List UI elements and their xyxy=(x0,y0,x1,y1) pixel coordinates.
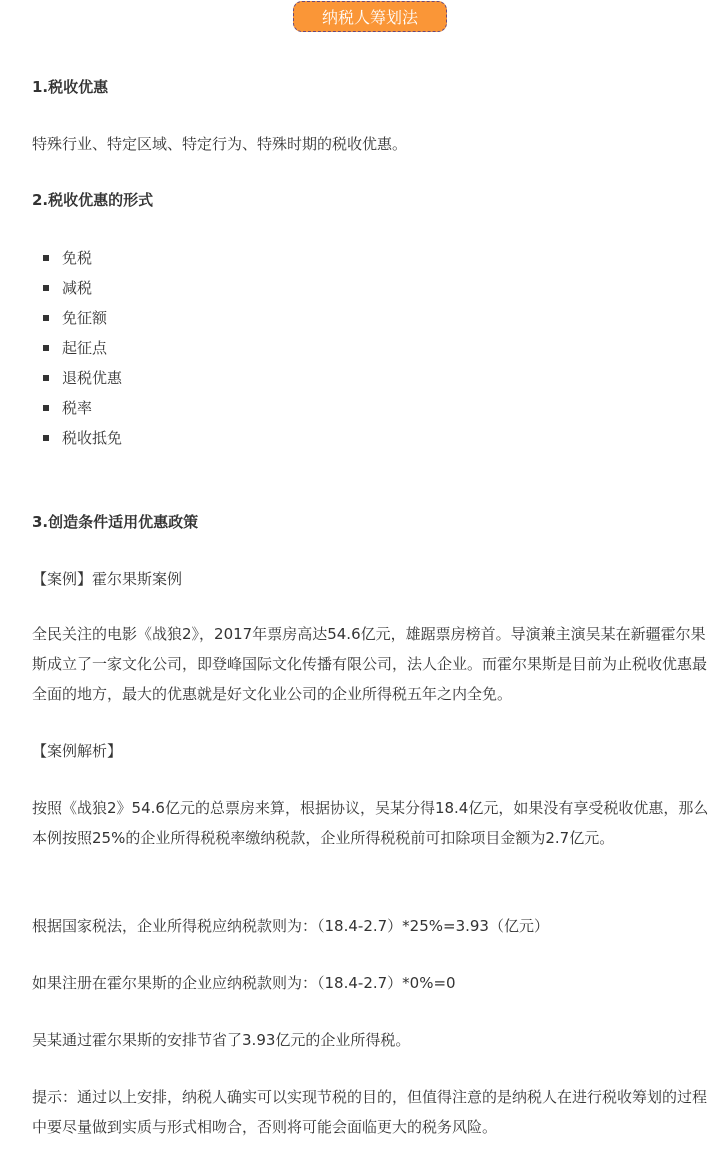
calc-national: 根据国家税法，企业所得税应纳税款则为：（18.4-2.7）*25%=3.93（亿元） xyxy=(32,917,549,935)
list-item: 税收抵免 xyxy=(32,423,710,453)
tip-text: 提示：通过以上安排，纳税人确实可以实现节税的目的，但值得注意的是纳税人在进行税收筹划的过程中要尽量做到实质与形式相吻合，否则将可能会面临更大的税务风险。 xyxy=(32,1088,708,1136)
list-item: 退税优惠 xyxy=(32,363,710,393)
case-label: 【案例】霍尔果斯案例 xyxy=(32,570,183,588)
section-heading-1: 1.税收优惠 xyxy=(32,78,109,96)
list-item: 税率 xyxy=(32,393,710,423)
section-heading-2: 2.税收优惠的形式 xyxy=(32,191,154,209)
case-text: 全民关注的电影《战狼2》，2017年票房高达54.6亿元，雄踞票房榜首。导演兼主演吴某在新疆霍尔果斯成立了一家文化公司，即登峰国际文化传播有限公司，法人企业。而霍尔果斯是目前为止税收优惠最全面的地方，最大的优惠就是好文化业公司的企业所得税五年之内全免。 xyxy=(32,625,708,703)
calc-khorgos: 如果注册在霍尔果斯的企业应纳税款则为：（18.4-2.7）*0%=0 xyxy=(32,974,456,992)
list-item: 免征额 xyxy=(32,303,710,333)
list-item: 减税 xyxy=(32,273,710,303)
list-item: 起征点 xyxy=(32,333,710,363)
title-badge: 纳税人筹划法 xyxy=(293,1,447,32)
list-item: 免税 xyxy=(32,243,710,273)
section-text-1: 特殊行业、特定区域、特定行为、特殊时期的税收优惠。 xyxy=(32,135,408,153)
tax-preference-list xyxy=(32,243,710,453)
section-heading-3: 3.创造条件适用优惠政策 xyxy=(32,513,199,531)
saving-text: 吴某通过霍尔果斯的安排节省了3.93亿元的企业所得税。 xyxy=(32,1031,411,1049)
analysis-label: 【案例解析】 xyxy=(32,742,123,760)
analysis-text: 按照《战狼2》54.6亿元的总票房来算，根据协议，吴某分得18.4亿元，如果没有享受税收优惠，那么本例按照25%的企业所得税税率缴纳税款，企业所得税税前可扣除项目金额为2.7亿元。 xyxy=(32,799,709,847)
